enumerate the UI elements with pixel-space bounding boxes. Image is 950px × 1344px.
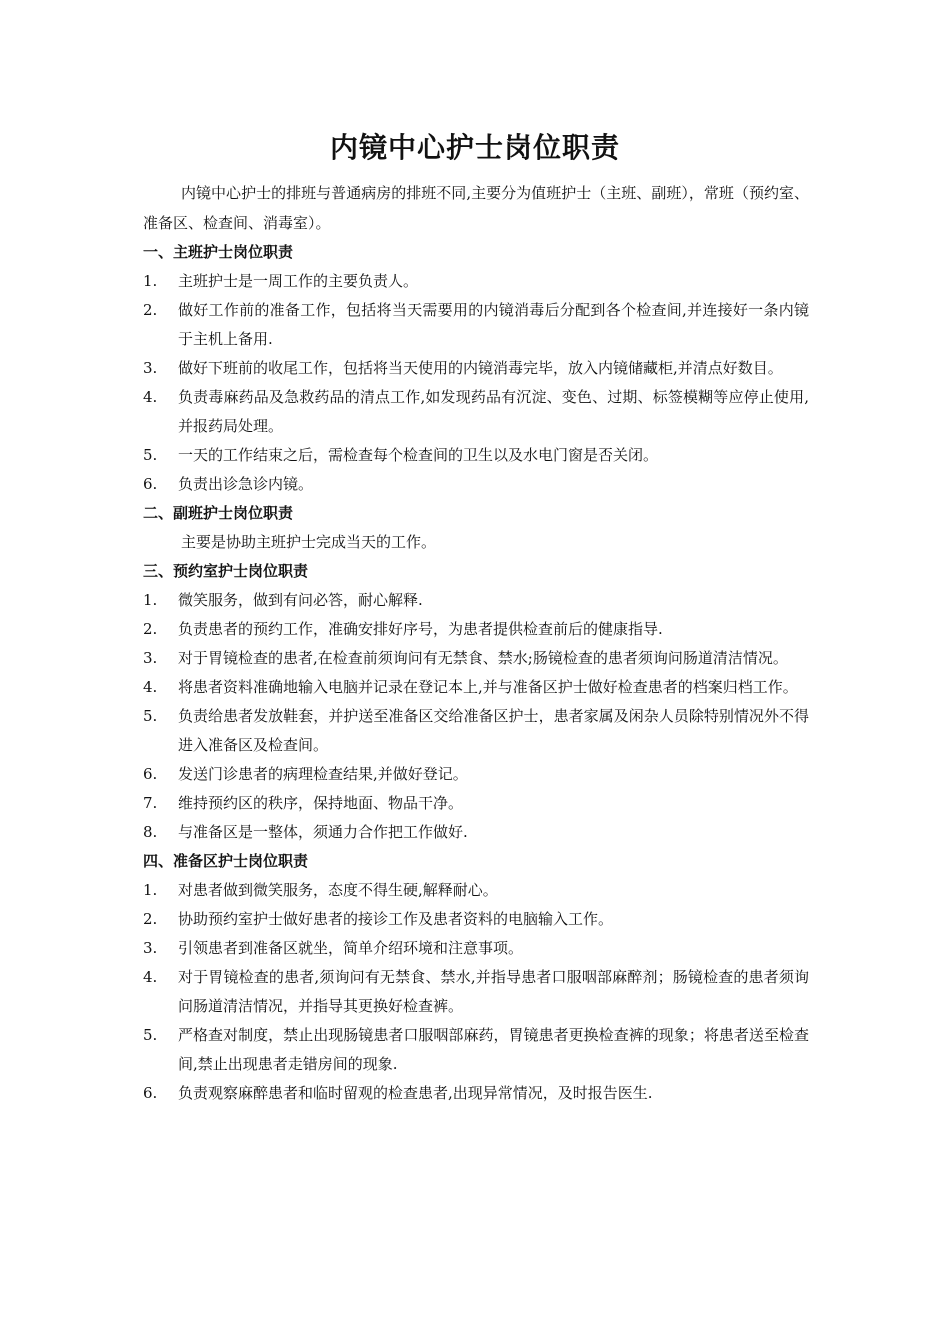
item-text: 与准备区是一整体，须通力合作把工作做好. [178,823,468,841]
list-item [143,383,809,441]
duty-list [143,267,809,499]
item-number: 3. [143,359,158,377]
list-item [143,702,809,760]
list-item [143,586,809,615]
section-appointment-nurse [143,557,809,847]
item-text: 做好下班前的收尾工作，包括将当天使用的内镜消毒完毕，放入内镜储藏柜,并清点好数目。 [178,359,783,377]
item-text: 做好工作前的准备工作，包括将当天需要用的内镜消毒后分配到各个检查间,并连接好一条内镜于主机上备用. [178,301,809,348]
item-number: 4. [143,678,158,696]
list-item [143,354,809,383]
section-heading: 二、副班护士岗位职责 [143,504,294,522]
section-heading: 一、主班护士岗位职责 [143,243,294,261]
item-number: 3. [143,649,158,667]
list-item [143,1079,809,1108]
duty-list [143,876,809,1108]
list-item [143,644,809,673]
item-text: 负责给患者发放鞋套，并护送至准备区交给准备区护士，患者家属及闲杂人员除特别情况外不得进入准备区及检查间。 [178,707,809,754]
item-text: 对患者做到微笑服务，态度不得生硬,解释耐心。 [178,881,498,899]
section-paragraph: 主要是协助主班护士完成当天的工作。 [181,533,437,551]
item-text: 负责观察麻醉患者和临时留观的检查患者,出现异常情况，及时报告医生. [178,1084,653,1102]
section-heading: 四、准备区护士岗位职责 [143,852,309,870]
item-number: 4. [143,388,158,406]
list-item [143,615,809,644]
item-number: 4. [143,968,158,986]
section-assistant-nurse [143,499,809,557]
item-number: 2. [143,910,158,928]
item-number: 8. [143,823,158,841]
list-item [143,963,809,1021]
item-number: 7. [143,794,158,812]
item-text: 主班护士是一周工作的主要负责人。 [178,272,419,290]
item-text: 严格查对制度，禁止出现肠镜患者口服咽部麻药，胃镜患者更换检查裤的现象；将患者送至检查间,禁止出现患者走错房间的现象. [178,1026,809,1073]
list-item [143,876,809,905]
list-item [143,789,809,818]
item-number: 5. [143,1026,158,1044]
section-head-nurse [143,238,809,499]
item-text: 协助预约室护士做好患者的接诊工作及患者资料的电脑输入工作。 [178,910,614,928]
item-text: 引领患者到准备区就坐，简单介绍环境和注意事项。 [178,939,524,957]
item-text: 对于胃镜检查的患者,在检查前须询问有无禁食、禁水;肠镜检查的患者须询问肠道清洁情况。 [178,649,788,667]
list-item [143,267,809,296]
section-preparation-nurse [143,847,809,1108]
list-item [143,760,809,789]
list-item [143,818,809,847]
item-text: 一天的工作结束之后，需检查每个检查间的卫生以及水电门窗是否关闭。 [178,446,659,464]
item-number: 3. [143,939,158,957]
intro-paragraph: 内镜中心护士的排班与普通病房的排班不同,主要分为值班护士（主班、副班），常班（预约室、准备区、检查间、消毒室）。 [143,184,809,232]
list-item [143,470,809,499]
item-text: 发送门诊患者的病理检查结果,并做好登记。 [178,765,468,783]
item-number: 6. [143,1084,158,1102]
item-number: 1. [143,881,158,899]
item-text: 负责患者的预约工作，准确安排好序号，为患者提供检查前后的健康指导. [178,620,663,638]
item-number: 2. [143,301,158,319]
item-number: 1. [143,272,158,290]
item-text: 对于胃镜检查的患者,须询问有无禁食、禁水,并指导患者口服咽部麻醉剂；肠镜检查的患者须询问肠道清洁情况，并指导其更换好检查裤。 [178,968,809,1015]
page-title: 内镜中心护士岗位职责 [329,131,620,164]
item-number: 5. [143,446,158,464]
list-item [143,673,809,702]
section-heading: 三、预约室护士岗位职责 [143,562,309,580]
item-number: 6. [143,765,158,783]
duty-list [143,586,809,847]
item-number: 5. [143,707,158,725]
item-text: 将患者资料准确地输入电脑并记录在登记本上,并与准备区护士做好检查患者的档案归档工作。 [178,678,798,696]
list-item [143,934,809,963]
item-number: 1. [143,591,158,609]
item-number: 6. [143,475,158,493]
item-number: 2. [143,620,158,638]
list-item [143,296,809,354]
document-body [143,178,809,1108]
item-text: 负责出诊急诊内镜。 [178,475,314,493]
list-item [143,441,809,470]
list-item [143,905,809,934]
item-text: 维持预约区的秩序，保持地面、物品干净。 [178,794,464,812]
item-text: 微笑服务，做到有问必答，耐心解释. [178,591,423,609]
list-item [143,1021,809,1079]
item-text: 负责毒麻药品及急救药品的清点工作,如发现药品有沉淀、变色、过期、标签模糊等应停止使用,并报药局处理。 [178,388,809,435]
